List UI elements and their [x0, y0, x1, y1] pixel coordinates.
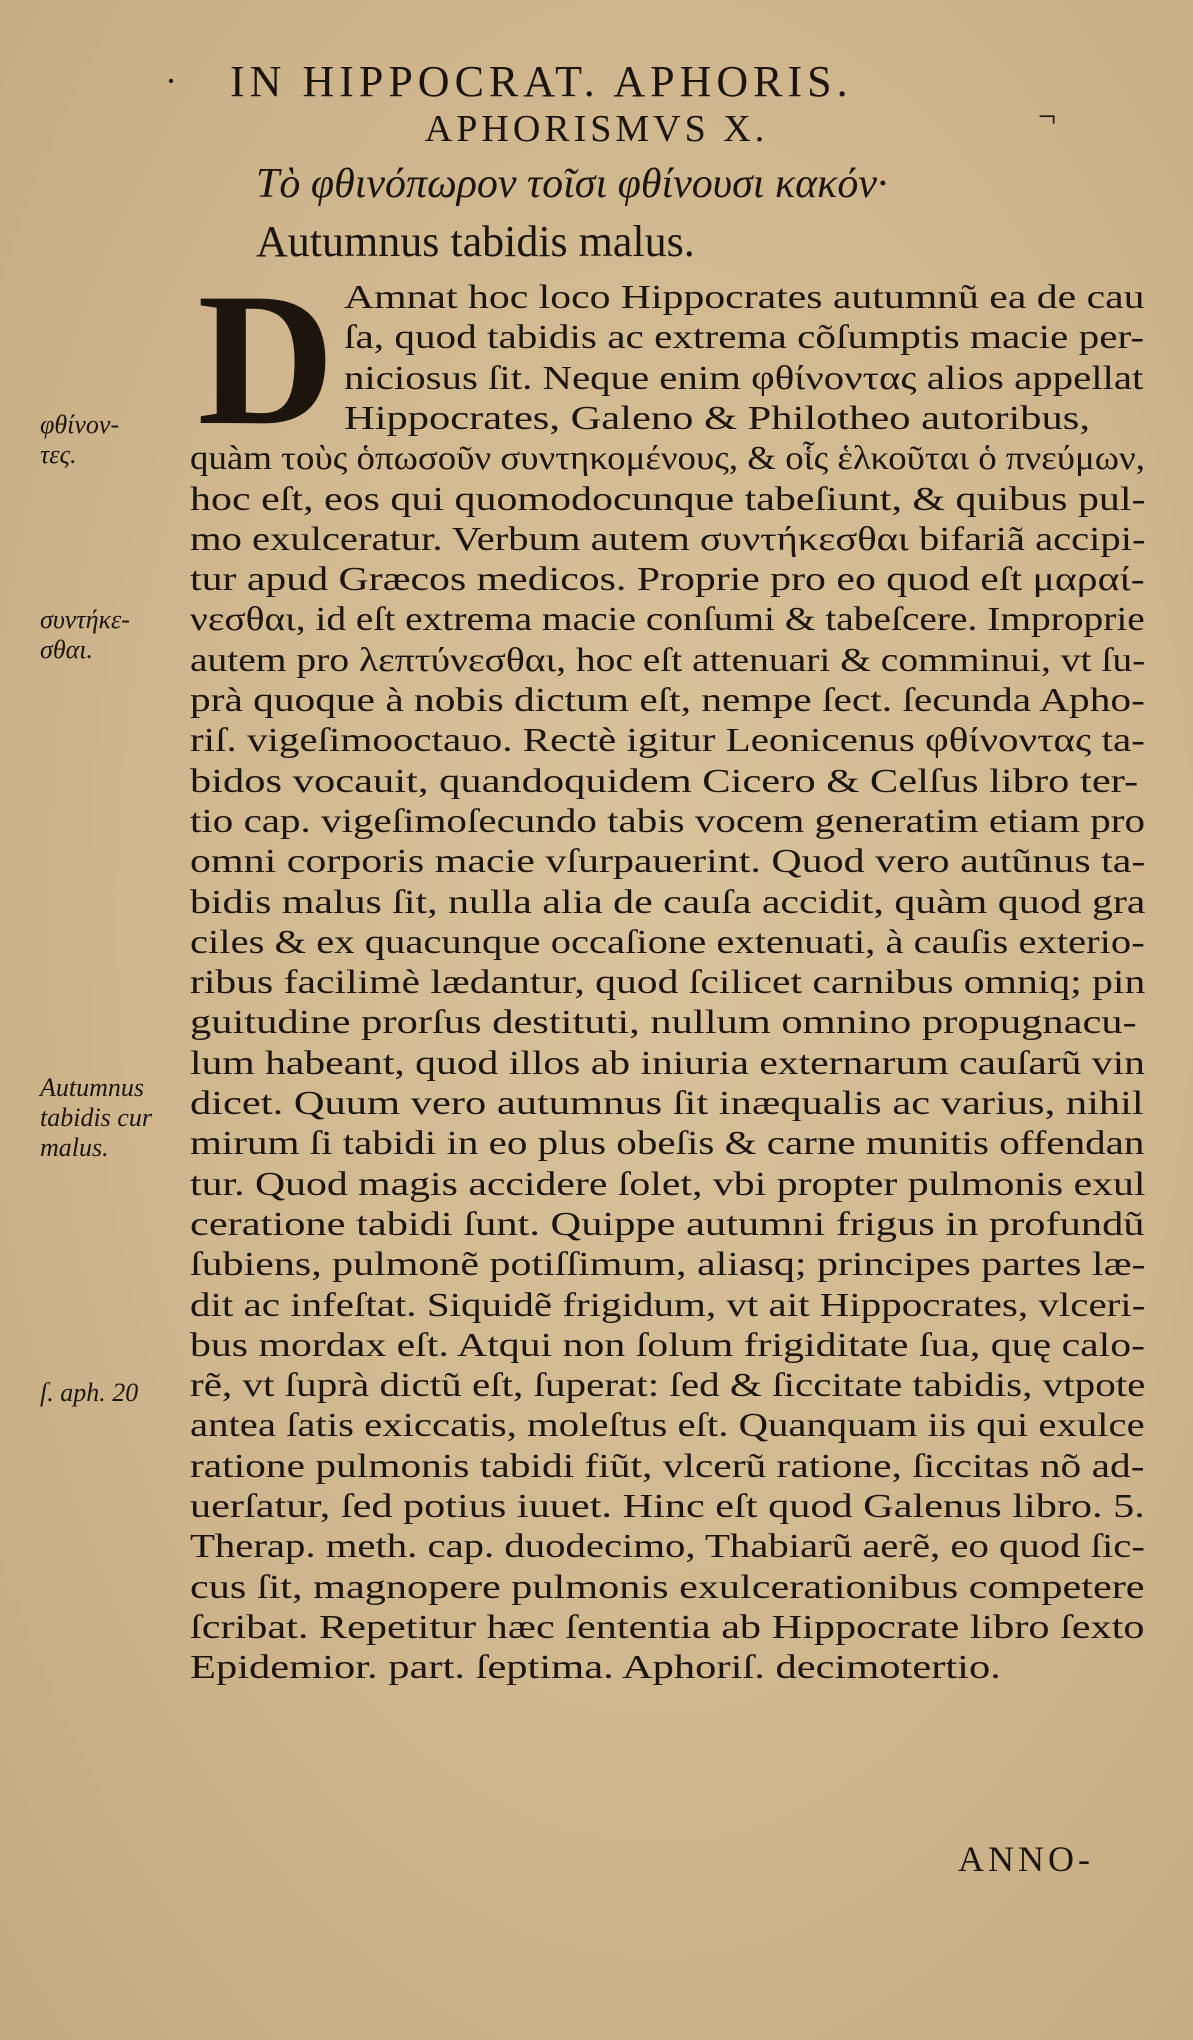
text-line: rẽ, vt ſuprà dictũ eſt, ſuperat: ſed & ſiccitate tabidis, vtpote — [190, 1367, 1146, 1405]
text-line: quàm τοὺς ὁπωσοῦν συντηκομένους, & οἷς ἑλκοῦται ὁ πνεύμων, — [190, 440, 1145, 478]
text-line: antea ſatis exiccatis, moleſtus eſt. Quanquam iis qui exulce — [190, 1407, 1145, 1445]
text-line: tio cap. vigeſimoſecundo tabis vocem generatim etiam pro — [190, 802, 1145, 840]
margin-note: φθίνον- τες. — [40, 410, 120, 469]
greek-aphorism: Τὸ φθινόπωρον τοῖσι φθίνουσι κακόν· — [256, 161, 888, 207]
text-line: niciosus ſit. Neque enim φθίνοντας alios appellat — [344, 359, 1144, 397]
text-line: Hippocrates, Galeno & Philotheo autoribus, — [344, 399, 1090, 437]
margin-note: ſ. aph. 20 — [40, 1378, 139, 1407]
text-line: hoc eſt, eos qui quomodocunque tabeſiunt, & quibus pul- — [190, 480, 1146, 518]
margin-note: συντήκε- σθαι. — [40, 605, 130, 664]
text-line: νεσθαι, id eſt extrema macie conſumi & tabeſcere. Improprie — [190, 601, 1145, 639]
text-line: prà quoque à nobis dictum eſt, nempe ſect. ſecunda Apho- — [190, 682, 1145, 719]
text-line: mo exulceratur. Verbum autem συντήκεσθαι bifariã accipi- — [190, 520, 1146, 558]
text-line: tur apud Græcos medicos. Proprie pro eo quod eſt μαραί- — [190, 561, 1145, 599]
text-line: ciles & ex quacunque occaſione extenuati, à cauſis exterio- — [190, 923, 1145, 961]
text-line: ratione pulmonis tabidi fiũt, vlcerũ ratione, ſiccitas nõ ad- — [190, 1447, 1145, 1485]
text-line: Therap. meth. cap. duodecimo, Thabiarũ aerẽ, eo quod ſic- — [190, 1528, 1145, 1566]
text-line: bidis malus ſit, nulla alia de cauſa accidit, quàm quod gra — [190, 883, 1146, 921]
text-line: omni corporis macie vſurpauerint. Quod vero autũnus ta- — [190, 843, 1146, 881]
running-head-mark: · — [165, 61, 177, 101]
text-line: mirum ſi tabidi in eo plus obeſis & carne munitis offendan — [190, 1125, 1145, 1163]
text-line: Epidemior. part. ſeptima. Aphoriſ. decimotertio. — [190, 1649, 1001, 1687]
text-line: riſ. vigeſimooctauo. Rectè igitur Leonicenus φθίνοντας ta- — [190, 722, 1145, 760]
text-line: uerſatur, ſed potius iuuet. Hinc eſt quod Galenus libro. 5. — [190, 1488, 1145, 1525]
drop-cap: D — [197, 255, 335, 465]
text-line: dicet. Quum vero autumnus ſit inæqualis ac varius, nihil — [190, 1085, 1144, 1122]
text-line: guitudine prorſus destituti, nullum omnino propugnacu- — [190, 1004, 1137, 1042]
text-line: bidos vocauit, quandoquidem Cicero & Celſus libro ter- — [190, 762, 1139, 800]
margin-note: Autumnus tabidis cur malus. — [40, 1073, 152, 1162]
text-line: tur. Quod magis accidere ſolet, vbi propter pulmonis exul — [190, 1165, 1146, 1203]
text-line: Amnat hoc loco Hippocrates autumnũ ea de cau — [344, 279, 1145, 316]
text-line: bus mordax eſt. Atqui non ſolum frigiditate ſua, quę calo- — [190, 1326, 1146, 1364]
text-line: ſcribat. Repetitur hæc ſententia ab Hippocrate libro ſexto — [190, 1608, 1145, 1646]
corner-mark: ¬ — [1038, 98, 1057, 134]
text-line: ſa, quod tabidis ac extrema cõſumptis macie per- — [344, 319, 1145, 357]
aphorism-heading: APHORISMVS X. — [424, 108, 769, 150]
running-head: IN HIPPOCRAT. APHORIS. — [230, 57, 853, 106]
text-line: cus ſit, magnopere pulmonis exulcerationibus competere — [190, 1568, 1145, 1606]
text-line: dit ac infeſtat. Siquidẽ frigidum, vt ait Hippocrates, vlceri- — [190, 1286, 1146, 1324]
text-line: lum habeant, quod illos ab iniuria externarum cauſarũ vin — [190, 1044, 1145, 1082]
text-line: ceratione tabidi ſunt. Quippe autumni frigus in profundũ — [190, 1205, 1145, 1243]
text-line: autem pro λεπτύνεσθαι, hoc eſt attenuari & comminui, vt ſu- — [190, 641, 1146, 679]
text-line: ſubiens, pulmonẽ potiſſimum, aliasq; principes partes læ- — [190, 1246, 1146, 1284]
latin-aphorism: Autumnus tabidis malus. — [256, 217, 695, 266]
catchword: ANNO- — [958, 1839, 1094, 1879]
text-line: ribus facilimè lædantur, quod ſcilicet carnibus omniq; pin — [190, 964, 1146, 1002]
